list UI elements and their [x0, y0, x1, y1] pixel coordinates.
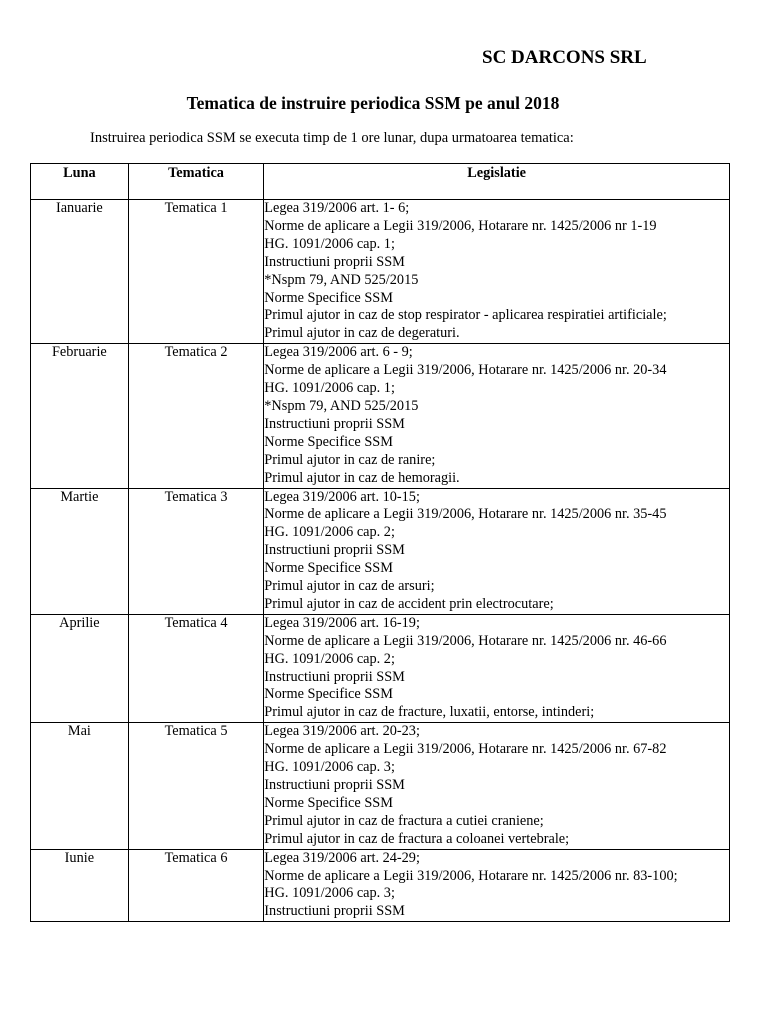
table-row — [31, 488, 730, 614]
legislation-line: Legea 319/2006 art. 24-29; — [264, 849, 420, 866]
legislation-cell — [264, 849, 730, 922]
legislation-line: Instructiuni proprii SSM — [264, 903, 405, 920]
training-schedule-table — [30, 163, 730, 922]
legislation-cell — [264, 723, 730, 849]
legislation-line: Norme de aplicare a Legii 319/2006, Hotarare nr. 1425/2006 nr. 83-100; — [264, 867, 678, 884]
topic-cell: Tematica 4 — [128, 614, 264, 722]
month-cell: Aprilie — [31, 614, 129, 722]
legislation-line: Norme de aplicare a Legii 319/2006, Hotarare nr. 1425/2006 nr 1-19 — [264, 217, 657, 234]
legislation-cell — [264, 614, 730, 722]
legislation-line: Primul ajutor in caz de hemoragii. — [264, 469, 460, 486]
topic-cell: Tematica 1 — [128, 200, 264, 344]
legislation-line: Norme de aplicare a Legii 319/2006, Hotarare nr. 1425/2006 nr. 67-82 — [264, 741, 667, 758]
legislation-line: Instructiuni proprii SSM — [264, 415, 405, 432]
legislation-line: *Nspm 79, AND 525/2015 — [264, 397, 419, 414]
legislation-line: Primul ajutor in caz de fracture, luxatii, entorse, intinderi; — [264, 704, 595, 721]
month-cell: Februarie — [31, 344, 129, 488]
topic-cell: Tematica 5 — [128, 723, 264, 849]
legislation-line: Primul ajutor in caz de fractura a coloanei vertebrale; — [264, 830, 570, 847]
legislation-line: Instructiuni proprii SSM — [264, 253, 405, 270]
legislation-line: Primul ajutor in caz de arsuri; — [264, 578, 435, 595]
column-header-luna: Luna — [31, 164, 129, 200]
table-row — [31, 849, 730, 922]
legislation-line: Primul ajutor in caz de degeraturi. — [264, 325, 460, 342]
legislation-line: *Nspm 79, AND 525/2015 — [264, 271, 419, 288]
column-header-tematica: Tematica — [128, 164, 264, 200]
legislation-line: HG. 1091/2006 cap. 2; — [264, 650, 395, 667]
legislation-line: Norme Specifice SSM — [264, 289, 393, 306]
legislation-line: Norme Specifice SSM — [264, 560, 393, 577]
table-row — [31, 614, 730, 722]
table-row — [31, 723, 730, 849]
legislation-line: Primul ajutor in caz de accident prin electrocutare; — [264, 595, 554, 612]
legislation-line: Norme Specifice SSM — [264, 433, 393, 450]
legislation-line: HG. 1091/2006 cap. 1; — [264, 380, 395, 397]
legislation-line: Legea 319/2006 art. 10-15; — [264, 488, 420, 505]
month-cell: Mai — [31, 723, 129, 849]
table-row — [31, 200, 730, 344]
table-row — [31, 344, 730, 488]
legislation-line: Norme Specifice SSM — [264, 794, 393, 811]
legislation-cell — [264, 488, 730, 614]
legislation-line: Instructiuni proprii SSM — [264, 542, 405, 559]
legislation-line: Norme de aplicare a Legii 319/2006, Hotarare nr. 1425/2006 nr. 35-45 — [264, 506, 667, 523]
month-cell: Iunie — [31, 849, 129, 922]
topic-cell: Tematica 2 — [128, 344, 264, 488]
month-cell: Ianuarie — [31, 200, 129, 344]
month-cell: Martie — [31, 488, 129, 614]
legislation-cell — [264, 344, 730, 488]
legislation-line: Primul ajutor in caz de stop respirator - aplicarea respiratiei artificiale; — [264, 307, 667, 324]
table-header-row — [31, 164, 730, 200]
legislation-line: Norme Specifice SSM — [264, 686, 393, 703]
legislation-cell — [264, 200, 730, 344]
legislation-line: Legea 319/2006 art. 20-23; — [264, 723, 420, 740]
legislation-line: Legea 319/2006 art. 6 - 9; — [264, 344, 413, 361]
company-name: SC DARCONS SRL — [482, 47, 647, 68]
legislation-line: Norme de aplicare a Legii 319/2006, Hotarare nr. 1425/2006 nr. 20-34 — [264, 362, 667, 379]
legislation-line: HG. 1091/2006 cap. 3; — [264, 885, 395, 902]
column-header-legislatie: Legislatie — [264, 164, 730, 200]
intro-paragraph: Instruirea periodica SSM se executa timp de 1 ore lunar, dupa urmatoarea tematica: — [90, 130, 574, 146]
topic-cell: Tematica 3 — [128, 488, 264, 614]
legislation-line: Legea 319/2006 art. 16-19; — [264, 614, 420, 631]
legislation-line: Norme de aplicare a Legii 319/2006, Hotarare nr. 1425/2006 nr. 46-66 — [264, 632, 667, 649]
topic-cell: Tematica 6 — [128, 849, 264, 922]
legislation-line: Instructiuni proprii SSM — [264, 777, 405, 793]
legislation-line: HG. 1091/2006 cap. 3; — [264, 759, 395, 776]
legislation-line: HG. 1091/2006 cap. 1; — [264, 235, 395, 252]
legislation-line: Legea 319/2006 art. 1- 6; — [264, 200, 410, 216]
legislation-line: HG. 1091/2006 cap. 2; — [264, 524, 395, 541]
legislation-line: Instructiuni proprii SSM — [264, 668, 405, 685]
legislation-line: Primul ajutor in caz de ranire; — [264, 451, 436, 468]
document-title: Tematica de instruire periodica SSM pe anul 2018 — [186, 93, 560, 113]
legislation-line: Primul ajutor in caz de fractura a cutiei craniene; — [264, 812, 544, 829]
